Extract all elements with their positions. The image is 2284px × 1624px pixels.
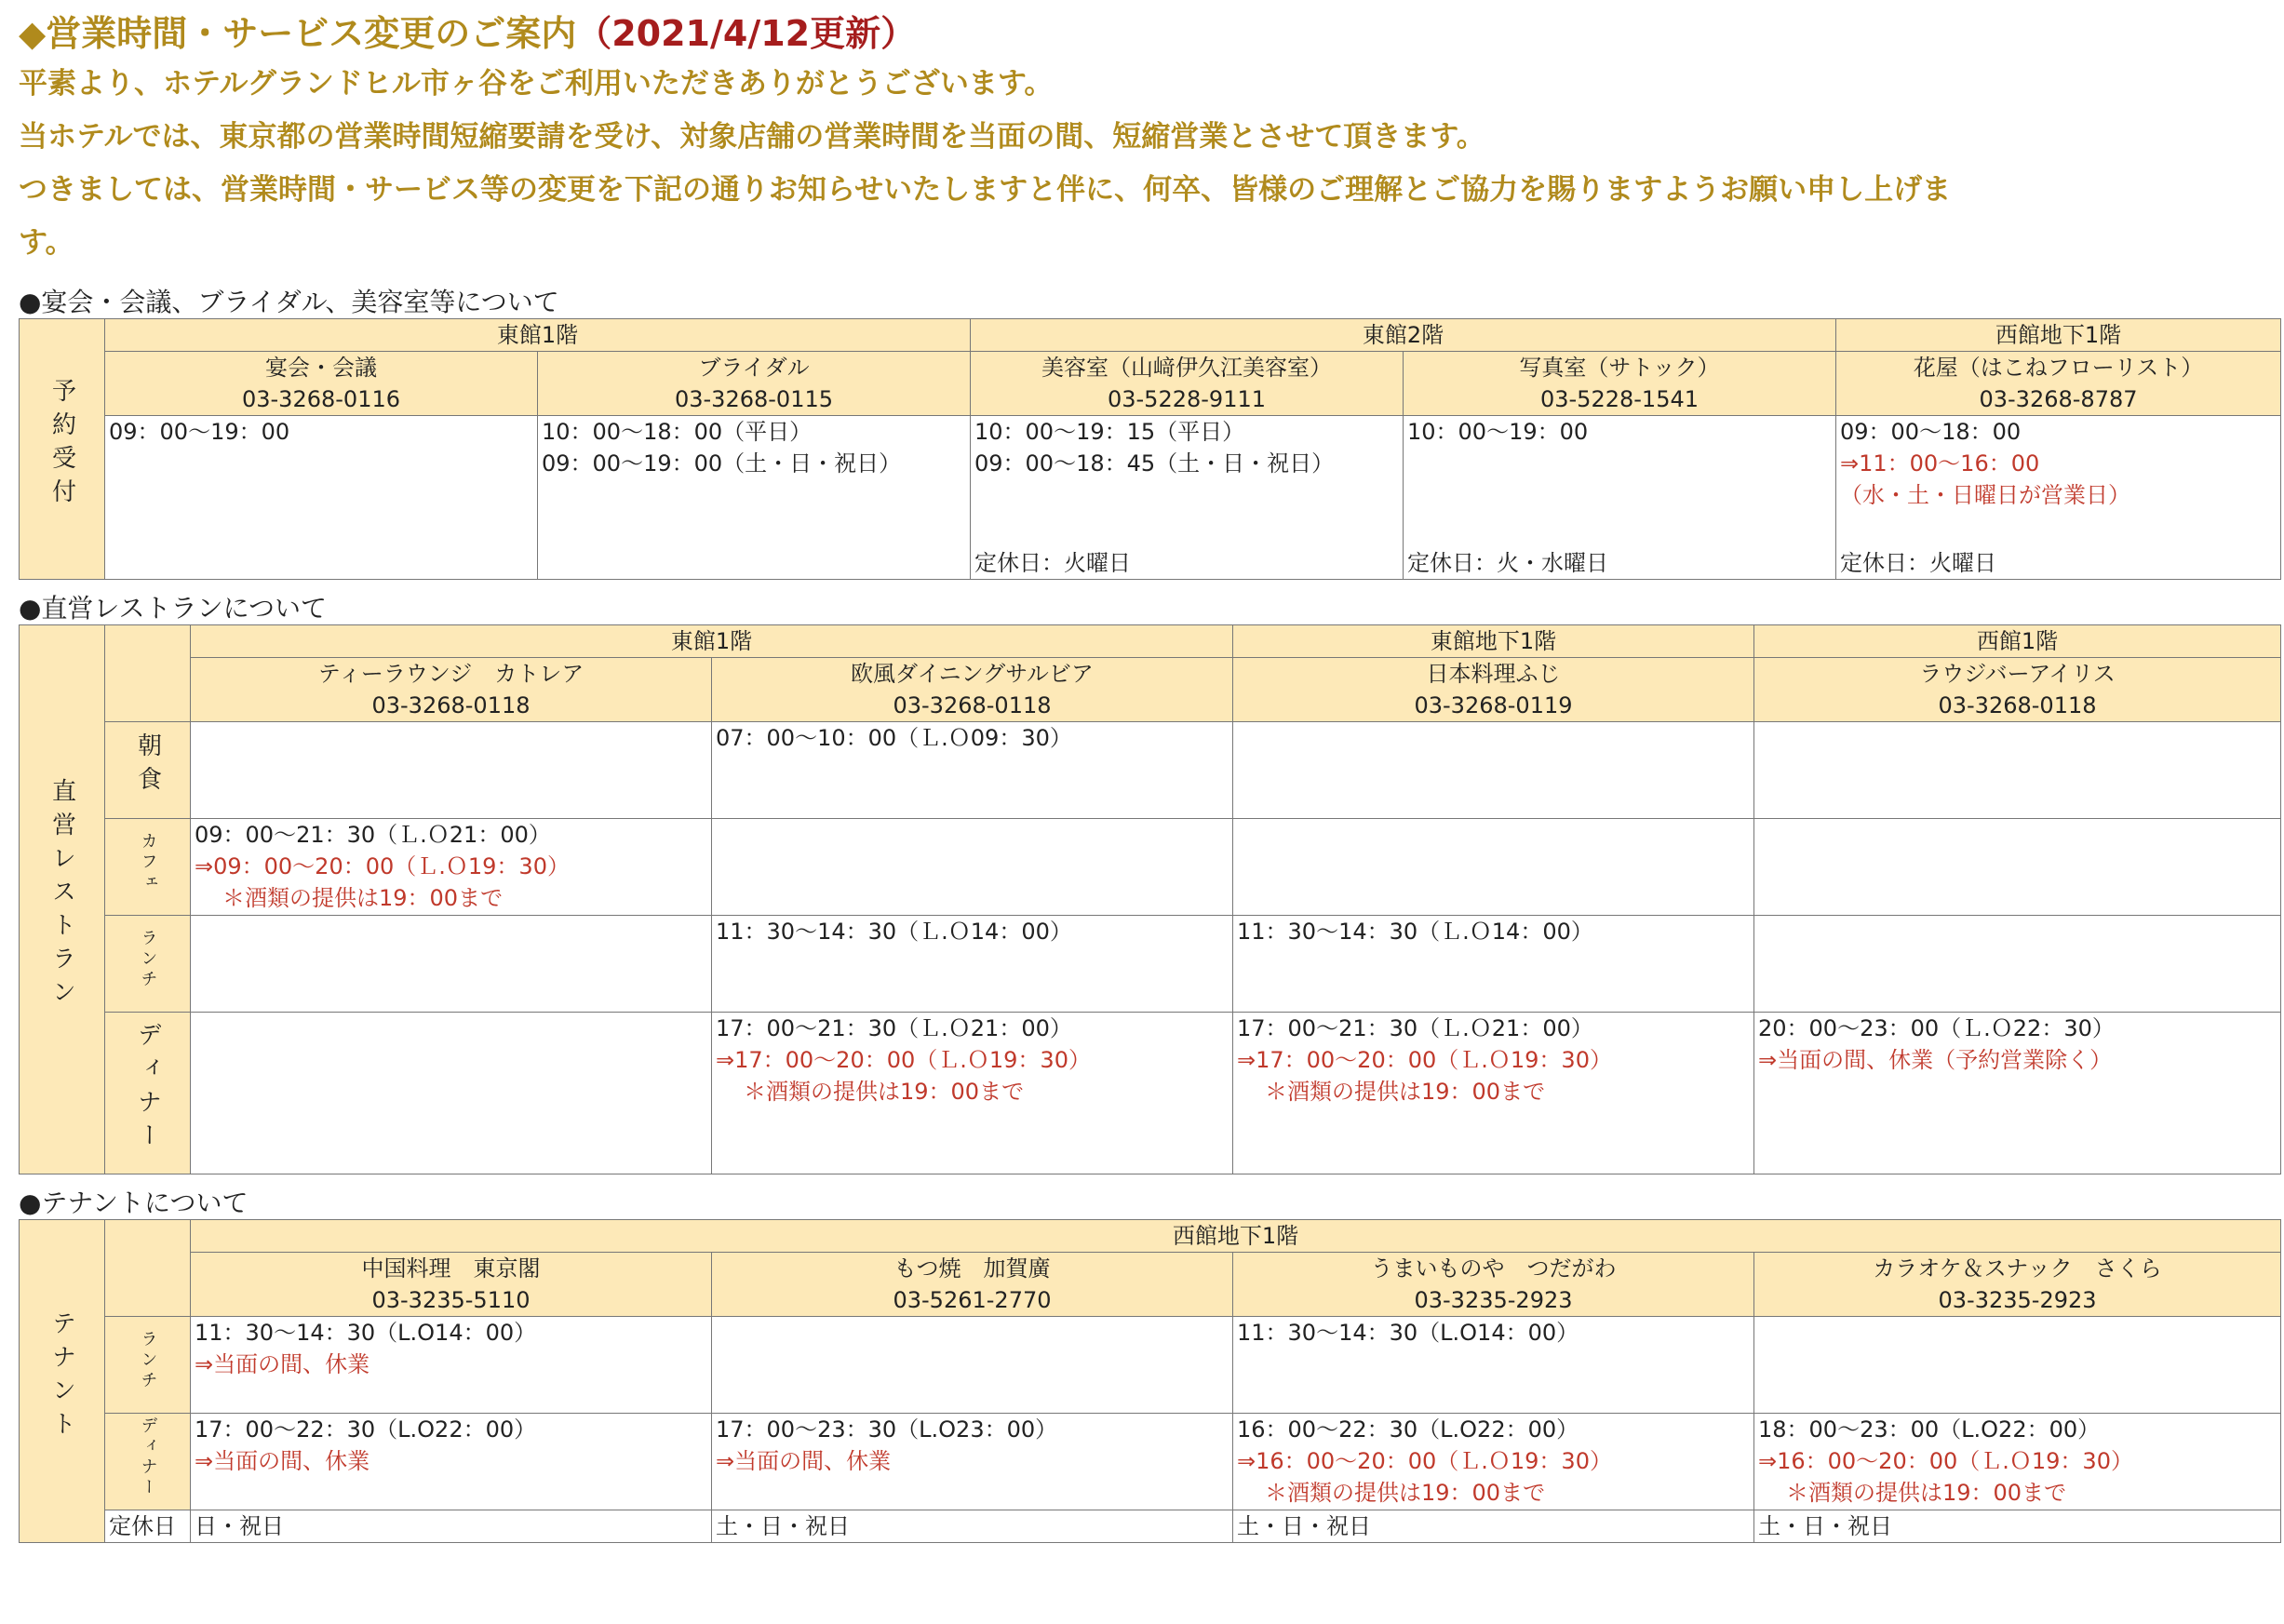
cell <box>191 916 712 1013</box>
cell: 日・祝日 <box>191 1510 712 1543</box>
meal-label-breakfast: 朝食 <box>105 722 191 819</box>
restaurant-section <box>19 593 2284 1174</box>
banquet-floor-east1: 東館1階 <box>105 319 971 352</box>
restaurant-side-label: 直営レストラン <box>20 625 105 1174</box>
cell: 17：00～21：30（Ｌ.Ｏ21：00） ⇒17：00～20：00（Ｌ.Ｏ19：30） ＊酒類の提供は19：00まで <box>1233 1013 1754 1174</box>
tenant-section-title: ●テナントについて <box>19 1188 249 1218</box>
venue-hours: 10：00～19：15（平日） 09：00～18：45（土・日・祝日） 定休日：火曜日 <box>971 416 1404 580</box>
cell: 11：30～14：30（L.O14：00） ⇒当面の間、休業 <box>191 1317 712 1414</box>
cell: 07：00～10：00（Ｌ.Ｏ09：30） <box>712 722 1233 819</box>
cell: 土・日・祝日 <box>1233 1510 1754 1543</box>
cell: 11：30～14：30（Ｌ.Ｏ14：00） <box>712 916 1233 1013</box>
restaurant-section-title: ●直営レストランについて <box>19 593 328 624</box>
intro <box>19 58 2284 270</box>
venue-header: ブライダル 03-3268-0115 <box>538 352 971 416</box>
cell <box>1233 819 1754 916</box>
venue-header: 花屋（はこねフローリスト） 03-3268-8787 <box>1836 352 2281 416</box>
venue-header: 宴会・会議 03-3268-0116 <box>105 352 538 416</box>
venue-hours: 10：00～18：00（平日） 09：00～19：00（土・日・祝日） <box>538 416 971 580</box>
cell: 20：00～23：00（Ｌ.Ｏ22：30） ⇒当面の間、休業（予約営業除く） <box>1754 1013 2281 1174</box>
tenant-meal-lunch: ランチ <box>105 1317 191 1414</box>
venue-header: カラオケ＆スナック さくら 03-3235-2923 <box>1754 1253 2281 1317</box>
meal-label-cafe: カフェ <box>105 819 191 916</box>
closed-day: 定休日：火・水曜日 <box>1407 550 1608 576</box>
title-date: （2021/4/12更新） <box>576 13 917 54</box>
banquet-table <box>19 318 2281 580</box>
cell <box>1233 722 1754 819</box>
cell <box>191 722 712 819</box>
cell: 11：30～14：30（Ｌ.Ｏ14：00） <box>1233 916 1754 1013</box>
restaurant-floor-east1: 東館1階 <box>191 625 1233 658</box>
tenant-side-label: テナント <box>20 1220 105 1543</box>
restaurant-table <box>19 624 2281 1174</box>
venue-header: ラウジバーアイリス 03-3268-0118 <box>1754 658 2281 722</box>
venue-header: 日本料理ふじ 03-3268-0119 <box>1233 658 1754 722</box>
banquet-floor-westb1: 西館地下1階 <box>1836 319 2281 352</box>
cell <box>712 1317 1233 1414</box>
intro-line-4: す。 <box>19 226 74 260</box>
intro-line-1: 平素より、ホテルグランドヒル市ヶ谷をご利用いただきありがとうございます。 <box>19 67 1054 101</box>
page-title <box>19 9 2284 58</box>
restaurant-corner <box>105 625 191 722</box>
venue-header: うまいものや つだがわ 03-3235-2923 <box>1233 1253 1754 1317</box>
tenant-corner <box>105 1220 191 1317</box>
banquet-section-title: ●宴会・会議、ブライダル、美容室等について <box>19 287 559 317</box>
cell <box>1754 916 2281 1013</box>
cell: 土・日・祝日 <box>1754 1510 2281 1543</box>
tenant-meal-dinner: ディナー <box>105 1414 191 1510</box>
cell: 18：00～23：00（L.O22：00） ⇒16：00～20：00（Ｌ.Ｏ19：30） ＊酒類の提供は19：00まで <box>1754 1414 2281 1510</box>
banquet-section <box>19 287 2284 580</box>
venue-hours: 09：00～18：00 ⇒11：00～16：00 （水・土・日曜日が営業日） 定休日：火曜日 <box>1836 416 2281 580</box>
venue-header: 写真室（サトック） 03-5228-1541 <box>1404 352 1836 416</box>
cell <box>1754 722 2281 819</box>
tenant-closed-label: 定休日 <box>105 1510 191 1543</box>
intro-line-2: 当ホテルでは、東京都の営業時間短縮要請を受け、対象店舗の営業時間を当面の間、短縮営業とさせて頂きます。 <box>19 120 1485 154</box>
cell <box>1754 819 2281 916</box>
restaurant-floor-west1: 西館1階 <box>1754 625 2281 658</box>
cell <box>191 1013 712 1174</box>
venue-header: 欧風ダイニングサルビア 03-3268-0118 <box>712 658 1233 722</box>
cell: 17：00～21：30（Ｌ.Ｏ21：00） ⇒17：00～20：00（Ｌ.Ｏ19：30） ＊酒類の提供は19：00まで <box>712 1013 1233 1174</box>
cell: 11：30～14：30（L.O14：00） <box>1233 1317 1754 1414</box>
cell: 16：00～22：30（L.O22：00） ⇒16：00～20：00（Ｌ.Ｏ19：30） ＊酒類の提供は19：00まで <box>1233 1414 1754 1510</box>
cell: 17：00～22：30（L.O22：00） ⇒当面の間、休業 <box>191 1414 712 1510</box>
banquet-floor-east2: 東館2階 <box>971 319 1836 352</box>
closed-day: 定休日：火曜日 <box>974 550 1131 576</box>
restaurant-floor-eastb1: 東館地下1階 <box>1233 625 1754 658</box>
meal-label-lunch: ランチ <box>105 916 191 1013</box>
intro-line-3: つきましては、営業時間・サービス等の変更を下記の通りお知らせいたしますと伴に、何卒、皆様のご理解とご協力を賜りますようお願い申し上げま <box>19 173 1952 207</box>
tenant-table <box>19 1219 2281 1543</box>
cell: 17：00～23：30（L.O23：00） ⇒当面の間、休業 <box>712 1414 1233 1510</box>
tenant-floor: 西館地下1階 <box>191 1220 2281 1253</box>
cell: 土・日・祝日 <box>712 1510 1233 1543</box>
venue-header: 美容室（山﨑伊久江美容室） 03-5228-9111 <box>971 352 1404 416</box>
banquet-side-label: 予約受付 <box>20 319 105 580</box>
venue-header: ティーラウンジ カトレア 03-3268-0118 <box>191 658 712 722</box>
title-prefix: ◆営業時間・サービス変更のご案内 <box>19 13 577 54</box>
closed-day: 定休日：火曜日 <box>1840 550 1996 576</box>
venue-header: 中国料理 東京閣 03-3235-5110 <box>191 1253 712 1317</box>
cell <box>1754 1317 2281 1414</box>
venue-hours: 10：00～19：00 定休日：火・水曜日 <box>1404 416 1836 580</box>
tenant-section <box>19 1188 2284 1543</box>
cell <box>712 819 1233 916</box>
venue-header: もつ焼 加賀廣 03-5261-2770 <box>712 1253 1233 1317</box>
cell: 09：00～21：30（Ｌ.Ｏ21：00） ⇒09：00～20：00（Ｌ.Ｏ19：30） ＊酒類の提供は19：00まで <box>191 819 712 916</box>
meal-label-dinner: ディナー <box>105 1013 191 1174</box>
venue-hours: 09：00～19：00 <box>105 416 538 580</box>
